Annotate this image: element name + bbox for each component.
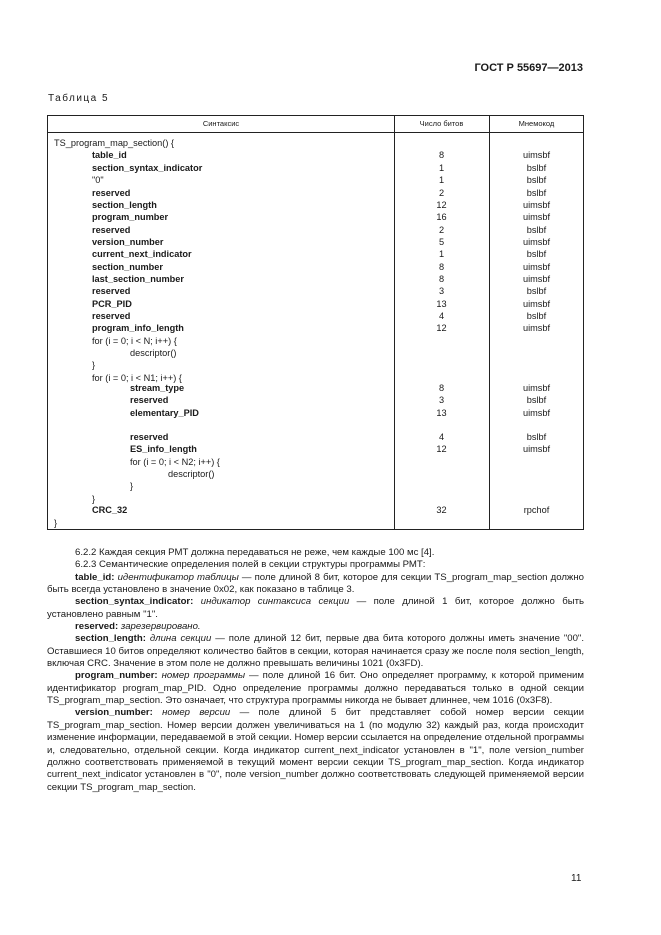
column-header-bits: Число битов (419, 119, 464, 128)
table-row: for (i = 0; i < N1; i++) { (92, 372, 182, 383)
paragraph: 6.2.2 Каждая секция РМТ должна передаваться не реже, чем каждые 100 мс [4]. (75, 547, 435, 558)
table-caption: Таблица 5 (48, 93, 110, 104)
body-text (47, 547, 584, 794)
definition-reserved: reserved: зарезервировано. (75, 621, 201, 633)
table-row: program_number 16 uimsbf (92, 212, 551, 222)
table-row: elementary_PID 13 uimsbf (130, 407, 551, 418)
table-row: last_section_number 8 uimsbf (92, 274, 551, 284)
table-row: } (54, 518, 58, 528)
table-row: for (i = 0; i < N2; i++) { (130, 456, 220, 467)
page-number: 11 (571, 873, 582, 884)
table-row: } (92, 493, 96, 504)
definition-section-syntax-indicator: section_syntax_indicator: индикатор синтаксиса секции — поле длиной 1 бит, которое должно быть установлено равным "1". (47, 596, 584, 620)
standard-number: ГОСТ Р 55697—2013 (474, 62, 583, 74)
table-row: reserved 3 bslbf (92, 286, 547, 296)
table-row: current_next_indicator 1 bslbf (92, 249, 547, 259)
column-header-syntax: Синтаксис (202, 119, 240, 128)
table-row: reserved 4 bslbf (130, 432, 547, 442)
paragraph: 6.2.3 Семантические определения полей в секции структуры программы РМТ: (75, 559, 426, 571)
table-row: program_info_length 12 uimsbf (92, 323, 551, 333)
table-row: ES_info_length 12 uimsbf (130, 444, 551, 454)
table-row: CRC_32 32 rpchof (92, 505, 550, 515)
table-row: table_id 8 uimsbf (92, 150, 551, 160)
definition-program-number: program_number: номер программы — поле длиной 16 бит. Оно определяет программу, к которой применим идентификатор program_map_PID. Одно определение программы должно передаваться только в одной секции TS_program_map_section. Это означает, что структура программы никогда не бывает длиннее, чем 1016 (0x3F8). (47, 670, 584, 707)
column-header-mnemonic: Мнемокод (518, 119, 555, 128)
table-row: } (92, 360, 96, 370)
table-row: descriptor() (168, 469, 215, 479)
table-row: } (130, 481, 134, 491)
definition-version-number: version_number: номер версии — поле длиной 5 бит представляет собой номер версии секции TS_program_map_section. Номер версии должен увеличиваться на 1 (по модулю 32) каждый раз, когда происходит изменение информации, передаваемой в этой секции. Номер версии ссылается на определение отдельной программы и, следовательно, отдельной секции. Когда индикатор current_next_indicator установлен в "1", поле version_number должно соответствовать применяемой в текущий момент версии секции TS_program_map_section. Когда индикатор current_next_indicator установлен в "0", поле version_number должно соответствовать следующей применяемой версии секции TS_program_map_section. (47, 707, 585, 793)
table-row: section_syntax_indicator 1 bslbf (92, 162, 547, 173)
table-row: descriptor() (130, 348, 177, 358)
table-row: section_length 12 uimsbf (92, 200, 551, 210)
table-row: TS_program_map_section() { (54, 138, 175, 148)
table-row: reserved 2 bslbf (92, 187, 547, 198)
syntax-table (47, 115, 584, 530)
definition-section-length: section_length: длина секции — поле длиной 12 бит, первые два бита которого должны иметь значение "00". Оставшиеся 10 битов определяют количество байтов в секции, которая начинается сразу же после поля section_length, включая CRC. Значение в этом поле не должно превышать величины 1021 (0x3FD). (47, 633, 584, 670)
table-row: for (i = 0; i < N; i++) { (92, 335, 177, 346)
table-row: reserved 2 bslbf (92, 224, 547, 235)
table-header (48, 116, 583, 133)
table-row: stream_type 8 uimsbf (130, 383, 551, 393)
definition-table-id: table_id: идентификатор таблицы — поле длиной 8 бит, которое для секции TS_program_map_section должно быть всегда установлено в значение 0x02, как показано в таблице 3. (47, 571, 584, 596)
table-row: "0" 1 bslbf (92, 175, 547, 185)
table-row: section_number 8 uimsbf (92, 261, 551, 272)
table-row: reserved 4 bslbf (92, 311, 547, 321)
table-row: PCR_PID 13 uimsbf (92, 298, 551, 309)
table-row: version_number 5 uimsbf (92, 237, 551, 247)
table-row: reserved 3 bslbf (130, 395, 547, 405)
